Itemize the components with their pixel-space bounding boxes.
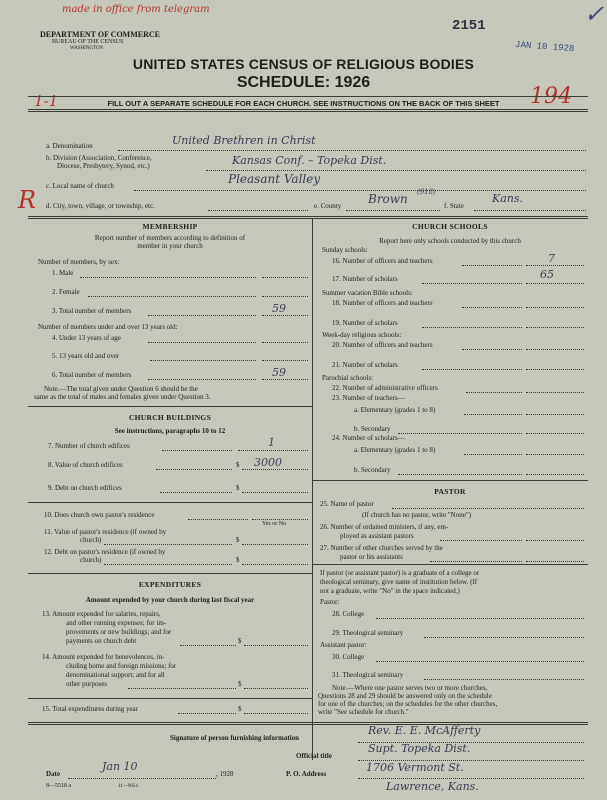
division-label-2: Diocese, Presbytery, Synod, etc.) [57,162,150,170]
q25-note: (If church has no pastor, write "None") [362,511,472,519]
q17-field[interactable] [526,283,584,284]
graduate-note-1: If pastor (or assistant pastor) is a graduate of a college or [320,569,480,577]
q11-label-1: 11. Value of pastor's residence (if owned by [44,528,167,536]
q22-field[interactable] [526,392,584,393]
pastor-sub-label: Pastor: [320,598,340,606]
division-field[interactable] [206,170,586,171]
address-label: P. O. Address [286,770,327,778]
schools-intro: Report here only schools conducted by this church [379,237,521,245]
q6-value: 59 [272,366,286,379]
division-value: Kansas Conf. – Topeka Dist. [232,154,387,167]
q20-field[interactable] [526,349,584,350]
local-name-field[interactable] [134,190,586,191]
q9-field[interactable] [242,492,308,493]
date-label: Date [46,770,60,778]
q24a-field[interactable] [526,454,584,455]
schedule-title: SCHEDULE: 1926 [236,74,371,91]
dept-name: DEPARTMENT OF COMMERCE [40,30,161,39]
q26-label-2: ployed as assistant pastors [340,532,414,540]
form-title: UNITED STATES CENSUS OF RELIGIOUS BODIES [132,56,475,72]
q7-value: 1 [268,436,275,449]
q18-field[interactable] [526,307,584,308]
signature-value: Rev. E. E. McAfferty [368,724,481,737]
q12-dollar: $ [236,556,240,564]
q15-field[interactable] [244,713,308,714]
official-title-value: Supt. Topeka Dist. [368,742,471,755]
q23-label: 23. Number of teachers— [332,394,405,402]
q12-field[interactable] [242,564,308,565]
q2-label: 2. Female [52,288,80,296]
q31-label: 31. Theological seminary [332,671,404,679]
q10-label: 10. Does church own pastor's residence [44,511,155,519]
schools-title: CHURCH SCHOOLS [412,222,488,231]
summer-schools-label: Summer vacation Bible schools: [322,289,413,297]
q25-label: 25. Name of pastor [320,500,374,508]
q11-dollar: $ [236,536,240,544]
q31-field[interactable] [424,679,584,680]
date-value: Jan 10 [102,760,138,773]
county-note: (918) [417,188,436,196]
membership-intro-1: Report number of members according to definition of [94,234,246,242]
division-label-1: b. Division (Association, Conference, [46,154,152,162]
pastor-title: PASTOR [434,487,466,496]
q15-label: 15. Total expenditures during year [42,705,138,713]
county-label: e. County [314,202,342,210]
state-value: Kans. [492,192,524,205]
local-name-label: c. Local name of church [46,182,114,190]
city-name: WASHINGTON [70,46,104,51]
county-field[interactable] [346,210,440,211]
q23b-field[interactable] [526,433,584,434]
q14-label-4: other purposes [66,680,108,688]
expenditures-title: EXPENDITURES [138,580,202,589]
q16-field[interactable] [526,265,584,266]
pastor-note-3: for one of the churches; on the schedules for the other churches, [318,700,498,708]
denomination-value: United Brethren in Christ [172,134,316,147]
q19-field[interactable] [526,327,584,328]
q27-field[interactable] [526,561,584,562]
q24a-label: a. Elementary (grades 1 to 8) [354,446,436,454]
q9-label: 9. Debt on church edifices [48,484,122,492]
q2-field[interactable] [262,296,308,297]
q5-label: 5. 13 years old and over [52,352,120,360]
q26-field[interactable] [526,540,584,541]
q8-dollar: $ [236,461,240,469]
instruction-line: FILL OUT A SEPARATE SCHEDULE FOR EACH CHURCH. SEE INSTRUCTIONS ON THE BACK OF THIS SHEET [107,99,500,108]
q21-field[interactable] [526,369,584,370]
q3-field[interactable] [262,315,308,316]
q28-field[interactable] [376,618,584,619]
denomination-field[interactable] [118,150,586,151]
q6-field[interactable] [262,379,308,380]
q7-field[interactable] [238,450,308,451]
q3-value: 59 [272,302,286,315]
form-code-1: 8—5518 a [46,783,72,789]
date-stamp: JAN 10 1928 [514,39,575,55]
q14-dollar: $ [238,680,242,688]
date-field[interactable] [68,778,216,779]
q3-label: 3. Total number of members [52,307,132,315]
members-by-sex: Number of members, by sex: [38,258,120,266]
q30-label: 30. College [332,653,365,661]
q26-label-1: 26. Number of ordained ministers, if any, em- [320,523,449,531]
q12-label-2: church) [80,556,102,564]
membership-intro-2: member in your church [137,242,203,250]
q18-label: 18. Number of officers and teachers [332,299,433,307]
q9-dollar: $ [236,484,240,492]
address-value-2: Lawrence, Kans. [386,780,479,793]
local-name-value: Pleasant Valley [228,172,321,186]
q19-label: 19. Number of scholars [332,319,398,327]
q5-field[interactable] [262,360,308,361]
q11-field[interactable] [242,544,308,545]
membership-note-2: same as the total of males and females given under Question 3. [34,393,211,401]
graduate-note-3: not a graduate, write "No" in the space indicated.) [320,587,460,595]
city-label: d. City, town, village, or township, etc. [46,202,155,210]
address-value: 1706 Vermont St. [366,761,464,774]
checkmark-icon: ✓ [584,0,605,28]
q8-label: 8. Value of church edifices [48,461,123,469]
q4-label: 4. Under 13 years of age [52,334,121,342]
q17-label: 17. Number of scholars [332,275,398,283]
buildings-intro: See instructions, paragraphs 10 to 12 [114,427,226,435]
q4-field[interactable] [262,342,308,343]
pastor-note-1: Note.—Where one pastor serves two or more churches, [332,684,488,692]
q20-label: 20. Number of officers and teachers [332,341,433,349]
q11-label-2: church) [80,536,102,544]
assistant-sub-label: Assistant pastor: [320,641,367,649]
q23b-label: b. Secondary [354,425,391,433]
official-title-label: Official title [296,752,332,760]
q10-field[interactable] [252,519,308,520]
q14-label-1: 14. Amount expended for benevolences, in- [42,653,165,661]
membership-note-1: Note.—The total given under Question 6 should be the [44,385,198,393]
q16-label: 16. Number of officers and teachers [332,257,433,265]
bureau-name: BUREAU OF THE CENSUS [52,39,124,45]
q15-dollar: $ [238,705,242,713]
q23a-field[interactable] [526,414,584,415]
q24b-label: b. Secondary [354,466,391,474]
pastor-note-4: write "See schedule for church." [318,708,409,716]
pastor-note-2: Questions 28 and 29 should be answered only on the schedule [318,692,492,700]
q12-label-1: 12. Debt on pastor's residence (if owned by [44,548,166,556]
q27-label-1: 27. Number of other churches served by the [320,544,443,552]
members-by-age: Number of members under and over 13 years old: [38,323,178,331]
graduate-note-2: theological seminary, give name of institution below. (If [320,578,478,586]
q13-label-1: 13. Amount expended for salaries, repairs, [42,610,161,618]
q8-value: 3000 [254,456,282,469]
top-handwritten-note: made in office from telegram [62,4,210,15]
q13-field[interactable] [244,645,308,646]
q22-label: 22. Number of administrative officers [332,384,438,392]
q24-label: 24. Number of scholars— [332,434,405,442]
state-label: f. State [444,202,464,210]
q27-label-2: pastor or his assistants [340,553,403,561]
q1-field[interactable] [262,277,308,278]
q8-field[interactable] [242,469,308,470]
county-value: Brown [368,192,408,206]
form-number: 2151 [452,18,486,34]
q25-field[interactable] [392,508,584,509]
q1-label: 1. Male [52,269,74,277]
city-field[interactable] [208,210,308,211]
weekday-schools-label: Week-day religious schools: [322,331,402,339]
address-field[interactable] [358,778,584,779]
membership-title: MEMBERSHIP [142,222,198,231]
state-field[interactable] [474,210,586,211]
q7-label: 7. Number of church edifices [48,442,130,450]
yes-no-hint: Yes or No [262,521,287,527]
q13-label-2: and other running expenses; for im- [66,619,167,627]
parochial-schools-label: Parochial schools: [322,374,374,382]
q29-field[interactable] [424,637,584,638]
denomination-label: a. Denomination [46,142,93,150]
q14-field[interactable] [244,688,308,689]
q14-label-2: cluding home and foreign missions; for [66,662,177,670]
reference-left: 1-1 [34,92,59,110]
reference-right: 194 [530,84,572,109]
q6-label: 6. Total number of members [52,371,132,379]
signature-label: Signature of person furnishing information [170,734,299,742]
q13-label-4: payments on church debt [66,637,137,645]
q29-label: 29. Theological seminary [332,629,404,637]
q13-label-3: provements or new buildings; and for [66,628,172,636]
date-year: , 1928 [216,770,234,778]
q16-value: 7 [548,252,555,265]
q13-dollar: $ [238,637,242,645]
q14-label-3: denominational support; and for all [66,671,165,679]
expenditures-intro: Amount expended by your church during last fiscal year [85,596,255,604]
q28-label: 28. College [332,610,365,618]
sunday-schools-label: Sunday schools: [322,246,368,254]
q17-value: 65 [540,268,554,281]
q21-label: 21. Number of scholars [332,361,398,369]
q24b-field[interactable] [526,474,584,475]
q30-field[interactable] [376,661,584,662]
form-code-2: 11—9054 [118,784,138,789]
buildings-title: CHURCH BUILDINGS [128,413,212,422]
margin-mark: R [18,186,37,214]
q23a-label: a. Elementary (grades 1 to 8) [354,406,436,414]
